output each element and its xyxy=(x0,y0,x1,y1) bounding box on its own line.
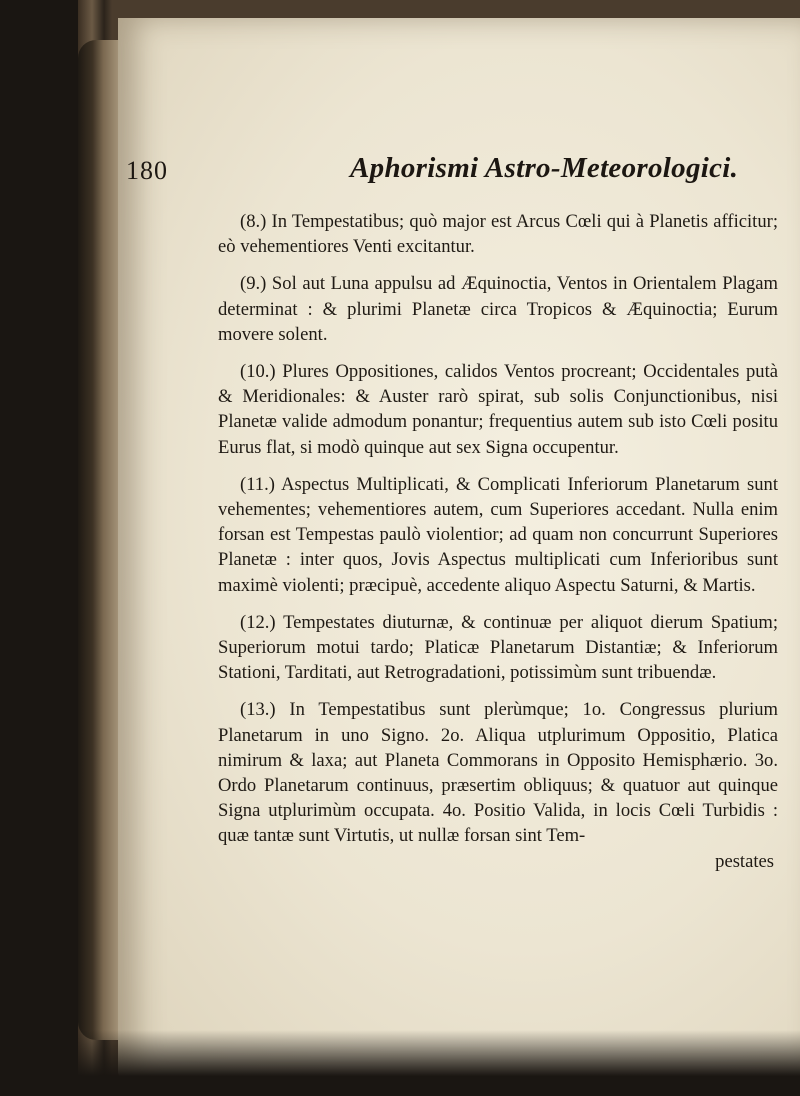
aphorism-13: (13.) In Tempestatibus sunt plerùmque; 1o. Congressus plurium Planetarum in uno Signo. 2o. Aliqua utplurimum Oppositio, Platica nimirum & laxa; aut Planeta Commorans in Opposito Hemisphærio. 3o. Ordo Planetarum continuus, præsertim obliquus; & quatuor aut quinque Signa utplurimùm occupata. 4o. Positio Valida, in locis Cœli Turbidis : quæ tantæ sunt Virtutis, ut nullæ forsan sint Tem- xyxy=(218,699,778,847)
running-title: Aphorismi Astro-Meteorologici. xyxy=(350,152,739,184)
page-gutter xyxy=(78,40,120,1040)
body-text xyxy=(218,209,778,874)
aphorism-10: (10.) Plures Oppositiones, calidos Ventos procreant; Occidentales putà & Meridionales: & Auster rarò spirat, sub solis Conjunctionibus, nisi Planetæ valide admodum ponantur; frequentius autem sub isto Cœli positu Eurus flat, si modò quinque aut sex Signa occupentur. xyxy=(218,361,778,458)
aphorism-9: (9.) Sol aut Luna appulsu ad Æquinoctia, Ventos in Orientalem Plagam determinat : & plurimi Planetæ circa Tropicos & Æquinoctia; Eurum movere solent. xyxy=(218,273,778,345)
aphorism-8: (8.) In Tempestatibus; quò major est Arcus Cœli qui à Planetis afficitur; eò vehementiores Venti excitantur. xyxy=(218,211,778,258)
aphorism-11: (11.) Aspectus Multiplicati, & Complicati Inferiorum Planetarum sunt vehementes; vehementiores autem, cum Superiores accedant. Nulla enim forsan est Tempestas paulò violentior; ad quam non concurrunt Superiores Planetæ : inter quos, Jovis Aspectus multiplicati cum Inferioribus sunt maximè violenti; præcipuè, accedente aliquo Aspectu Saturni, & Martis. xyxy=(218,473,778,596)
bottom-shadow xyxy=(0,1030,800,1096)
page-header xyxy=(120,150,780,190)
catchword: pestates xyxy=(715,850,774,872)
aphorism-12: (12.) Tempestates diuturnæ, & continuæ per aliquot dierum Spatium; Superiorum motui tardo; Platicæ Planetarum Distantiæ; & Inferiorum Stationi, Tarditati, aut Retrogradationi, potissimùm sunt tribuendæ. xyxy=(218,611,778,684)
page-number: 180 xyxy=(126,156,168,185)
